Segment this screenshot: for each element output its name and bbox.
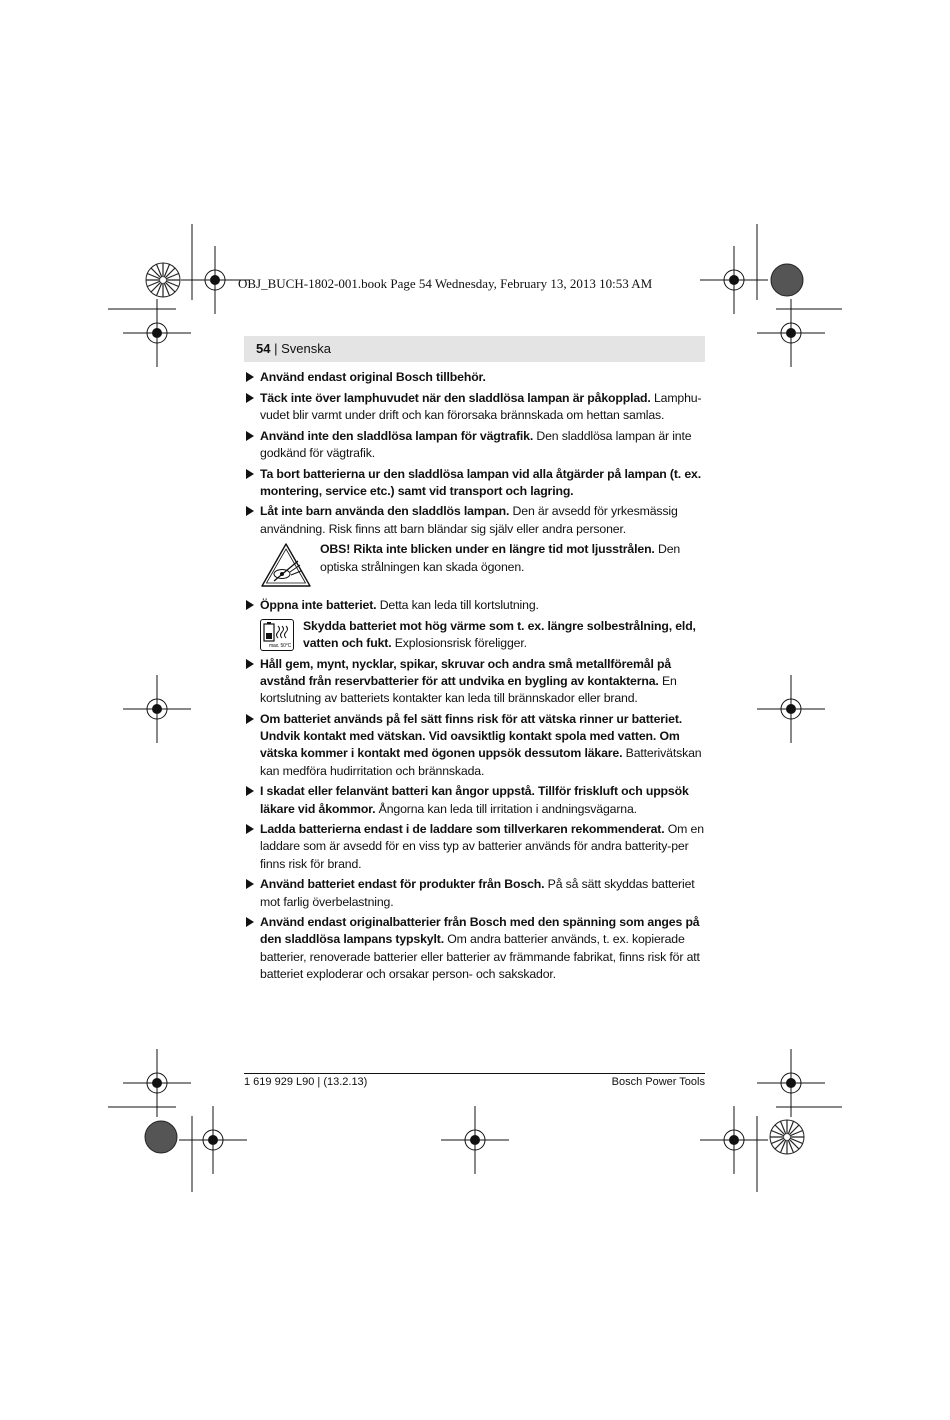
- list-item: Om batteriet används på fel sätt finns risk för att vätska rinner ur batteriet. Undvik kontakt med vätskan. Vid oavsiktlig kontakt spola med vatten. Om vätska kommer i kontakt med ögonen uppsök dessutom läkare. Batterivätskan kan medföra hudirritation och brännskada.: [244, 711, 706, 780]
- footer-doc-number: 1 619 929 L90 | (13.2.13): [244, 1076, 368, 1088]
- bullet-icon: [246, 600, 254, 610]
- footer-brand: Bosch Power Tools: [611, 1076, 705, 1088]
- temperature-label: max. 50°C: [269, 643, 292, 650]
- header-separator: |: [270, 341, 282, 356]
- list-item: Öppna inte batteriet. Detta kan leda till kortslutning.: [244, 597, 706, 614]
- bullet-icon: [246, 879, 254, 889]
- bullet-icon: [246, 917, 254, 927]
- bullet-icon: [246, 786, 254, 796]
- list-item: Använd endast originalbatterier från Bosch med den spänning som anges på den sladdlösa lampans typskylt. Om andra batterier används, t. ex. kopierade batterier, renoverade batterier eller batterier av främmande fabrikat, finns risk för att batteriet exploderar och orsakar person- och sakskador.: [244, 914, 706, 983]
- bullet-icon: [246, 469, 254, 479]
- heat-warning-note: max. 50°C Skydda batteriet mot hög värme som t. ex. längre solbestrålning, eld, vatten och fukt. Explosionsrisk föreligger.: [260, 618, 706, 652]
- list-item: Använd batteriet endast för produkter från Bosch. På så sätt skyddas batteriet mot farlig överbelastning.: [244, 876, 706, 910]
- bullet-icon: [246, 659, 254, 669]
- safety-list: [244, 369, 706, 987]
- eye-warning-icon: [260, 541, 312, 589]
- list-item: Använd inte den sladdlösa lampan för vägtrafik. Den sladdlösa lampan är inte godkänd för vägtrafik.: [244, 428, 706, 462]
- print-info: OBJ_BUCH-1802-001.book Page 54 Wednesday, February 13, 2013 10:53 AM: [238, 276, 653, 291]
- list-item: Täck inte över lamphuvudet när den sladdlösa lampan är påkopplad. Lamphu-vudet blir varmt under drift och kan förorsaka brännskada om hettan samlas.: [244, 390, 706, 424]
- bullet-icon: [246, 824, 254, 834]
- light-warning-note: OBS! Rikta inte blicken under en längre tid mot ljusstrålen. Den optiska strålningen kan skada ögonen.: [260, 541, 706, 589]
- page-header: [256, 341, 331, 356]
- footer-rule: [244, 1073, 705, 1074]
- bullet-icon: [246, 714, 254, 724]
- list-item: I skadat eller felanvänt batteri kan ångor uppstå. Tillför friskluft och uppsök läkare vid åkommor. Ångorna kan leda till irritation i andningsvägarna.: [244, 783, 706, 817]
- list-item: Låt inte barn använda den sladdlös lampan. Den är avsedd för yrkesmässig användning. Risk finns att barn bländar sig själv eller andra personer.: [244, 503, 706, 537]
- bullet-icon: [246, 506, 254, 516]
- battery-heat-icon: [260, 619, 294, 651]
- list-item: Använd endast original Bosch tillbehör.: [244, 369, 706, 386]
- battery-icon: [261, 621, 293, 643]
- list-item: Håll gem, mynt, nycklar, spikar, skruvar och andra små metallföremål på avstånd från reservbatterier för att undvika en bygling av kontakterna. En kortslutning av batteriets kontakter kan leda till brännskador eller brand.: [244, 656, 706, 708]
- list-item: Ladda batterierna endast i de laddare som tillverkaren rekommenderat. Om en laddare som är avsedd för en viss typ av batterier används för andra batterity-per finns risk för brand.: [244, 821, 706, 873]
- bullet-icon: [246, 393, 254, 403]
- list-item: Ta bort batterierna ur den sladdlösa lampan vid alla åtgärder på lampan (t. ex. montering, service etc.) samt vid transport och lagring.: [244, 466, 706, 500]
- bullet-icon: [246, 372, 254, 382]
- page-number: 54: [256, 341, 271, 356]
- section-title: Svenska: [281, 341, 331, 356]
- bullet-icon: [246, 431, 254, 441]
